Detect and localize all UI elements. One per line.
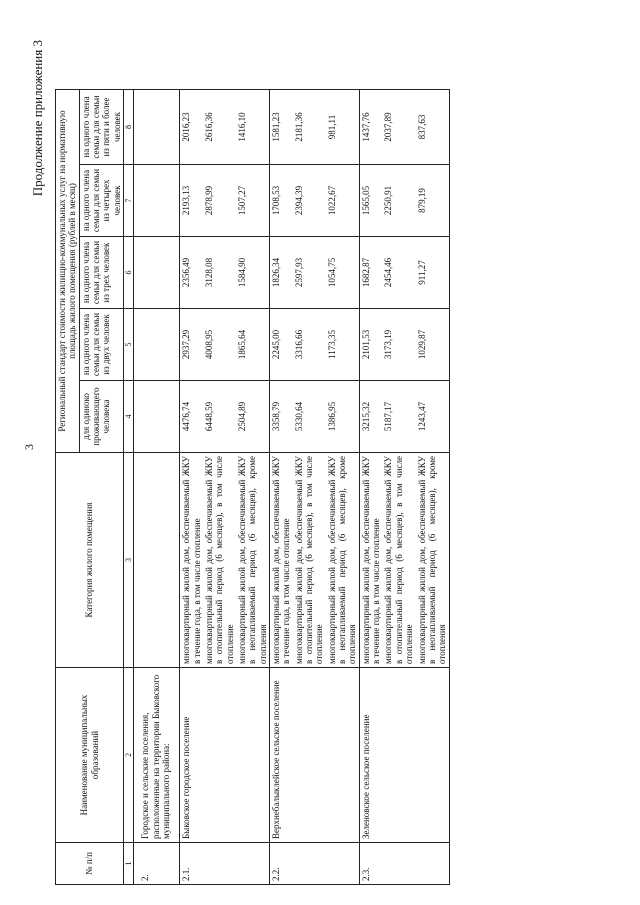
value-cell: 3215,32	[359, 381, 382, 453]
value-cell: 6448,59	[203, 381, 236, 453]
value-cell: 1708,53	[270, 165, 293, 237]
row-name	[236, 668, 270, 843]
value-cell: 3316,66	[293, 309, 326, 381]
header-sub-1: для одиноко проживающего человека	[79, 381, 123, 453]
value-cell: 4476,74	[180, 381, 203, 453]
row-category: многоквартирный жилой дом, обеспечиваемый ЖКУ в отопительный период (6 месяцев), в том числе отопление	[382, 453, 415, 668]
row-category: многоквартирный жилой дом, обеспечиваемый ЖКУ в течение года, в том числе отопление	[180, 453, 203, 668]
value-cell: 1865,64	[236, 309, 270, 381]
header-sub-5: на одного члена семьи для семьи из пяти и более человек	[79, 90, 123, 165]
row-num: 2.2.	[270, 843, 293, 885]
row-num	[382, 843, 415, 885]
section-num: 2.	[134, 843, 180, 885]
row-num	[203, 843, 236, 885]
value-cell: 2193,13	[180, 165, 203, 237]
column-number: 8	[124, 90, 134, 165]
value-cell: 2454,46	[382, 237, 415, 309]
section-name: Городское и сельские поселения, расположенные на территории Быковского муниципального района:	[134, 668, 180, 843]
page-number: 3	[22, 444, 36, 450]
continuation-label: Продолжение приложения 3	[30, 40, 45, 197]
value-cell: 2101,53	[359, 309, 382, 381]
value-cell: 1416,10	[236, 90, 270, 165]
column-number: 3	[124, 453, 134, 668]
table-row	[293, 90, 326, 885]
row-name: Быковское городское поселение	[180, 668, 203, 843]
value-cell: 1565,05	[359, 165, 382, 237]
row-category: многоквартирный жилой дом, обеспечиваемый ЖКУ в отопительный период (6 месяцев), в том числе отопление	[293, 453, 326, 668]
header-sub-4: на одного члена семьи для семьи из четырех человек	[79, 165, 123, 237]
row-name	[203, 668, 236, 843]
row-num: 2.3.	[359, 843, 382, 885]
header-sub-2: на одного члена семьи для семьи из двух человек	[79, 309, 123, 381]
row-name: Верхнебалыклейское сельское поселение	[270, 668, 293, 843]
value-cell: 1386,95	[326, 381, 360, 453]
row-num	[326, 843, 360, 885]
value-cell: 911,27	[416, 237, 450, 309]
value-cell: 4008,95	[203, 309, 236, 381]
table-row	[416, 90, 450, 885]
value-cell: 837,63	[416, 90, 450, 165]
column-number: 5	[124, 309, 134, 381]
row-name	[382, 668, 415, 843]
header-num: № п/п	[56, 843, 124, 885]
column-number: 7	[124, 165, 134, 237]
value-cell: 2878,99	[203, 165, 236, 237]
value-cell: 1507,27	[236, 165, 270, 237]
value-cell: 3358,79	[270, 381, 293, 453]
table-row	[180, 90, 203, 885]
value-cell: 1173,35	[326, 309, 360, 381]
value-cell: 1826,34	[270, 237, 293, 309]
header-municipality: Наименование муниципальных образований	[56, 668, 124, 843]
table-row	[236, 90, 270, 885]
value-cell: 2356,49	[180, 237, 203, 309]
header-standard: Региональный стандарт стоимости жилищно-коммунальных услуг на нормативную площадь жилого помещения (рублей в месяц)	[56, 90, 80, 453]
value-cell: 2937,29	[180, 309, 203, 381]
value-cell: 1581,23	[270, 90, 293, 165]
value-cell: 1584,90	[236, 237, 270, 309]
value-cell: 2181,36	[293, 90, 326, 165]
row-num	[236, 843, 270, 885]
column-number: 6	[124, 237, 134, 309]
value-cell: 1029,87	[416, 309, 450, 381]
value-cell: 1682,87	[359, 237, 382, 309]
value-cell: 2597,93	[293, 237, 326, 309]
value-cell: 2037,89	[382, 90, 415, 165]
value-cell: 2394,39	[293, 165, 326, 237]
table-row	[326, 90, 360, 885]
value-cell: 879,19	[416, 165, 450, 237]
value-cell: 1437,76	[359, 90, 382, 165]
value-cell: 5330,64	[293, 381, 326, 453]
row-name	[293, 668, 326, 843]
row-category: многоквартирный жилой дом, обеспечиваемый ЖКУ в отопительный период (6 месяцев), в том числе отопление	[203, 453, 236, 668]
value-cell: 3128,08	[203, 237, 236, 309]
value-cell: 3173,19	[382, 309, 415, 381]
row-num	[416, 843, 450, 885]
section-row	[134, 90, 180, 885]
table-row	[382, 90, 415, 885]
row-category: многоквартирный жилой дом, обеспечиваемый ЖКУ в неотапливаемый период (6 месяцев), кроме отопления	[326, 453, 360, 668]
column-number: 1	[124, 843, 134, 885]
row-name: Зеленовское сельское поселение	[359, 668, 382, 843]
column-number: 2	[124, 668, 134, 843]
value-cell: 1022,67	[326, 165, 360, 237]
row-category: многоквартирный жилой дом, обеспечиваемый ЖКУ в неотапливаемый период (6 месяцев), кроме отопления	[236, 453, 270, 668]
row-category: многоквартирный жилой дом, обеспечиваемый ЖКУ в течение года, в том числе отопление	[270, 453, 293, 668]
value-cell: 2016,23	[180, 90, 203, 165]
row-num: 2.1.	[180, 843, 203, 885]
value-cell: 981,11	[326, 90, 360, 165]
table-row	[359, 90, 382, 885]
row-category: многоквартирный жилой дом, обеспечиваемый ЖКУ в течение года, в том числе отопление	[359, 453, 382, 668]
value-cell: 1243,47	[416, 381, 450, 453]
value-cell: 1054,75	[326, 237, 360, 309]
value-cell: 2245,00	[270, 309, 293, 381]
tariff-table	[55, 89, 450, 885]
column-number: 4	[124, 381, 134, 453]
value-cell: 2250,91	[382, 165, 415, 237]
value-cell: 5187,17	[382, 381, 415, 453]
value-cell: 2504,89	[236, 381, 270, 453]
row-category: многоквартирный жилой дом, обеспечиваемый ЖКУ в неотапливаемый период (6 месяцев), кроме отопления	[416, 453, 450, 668]
row-name	[416, 668, 450, 843]
row-num	[293, 843, 326, 885]
table-row	[203, 90, 236, 885]
value-cell: 2616,36	[203, 90, 236, 165]
header-category: Категория жилого помещения	[56, 453, 124, 668]
header-sub-3: на одного члена семьи для семьи из трех человек	[79, 237, 123, 309]
row-name	[326, 668, 360, 843]
table-row	[270, 90, 293, 885]
